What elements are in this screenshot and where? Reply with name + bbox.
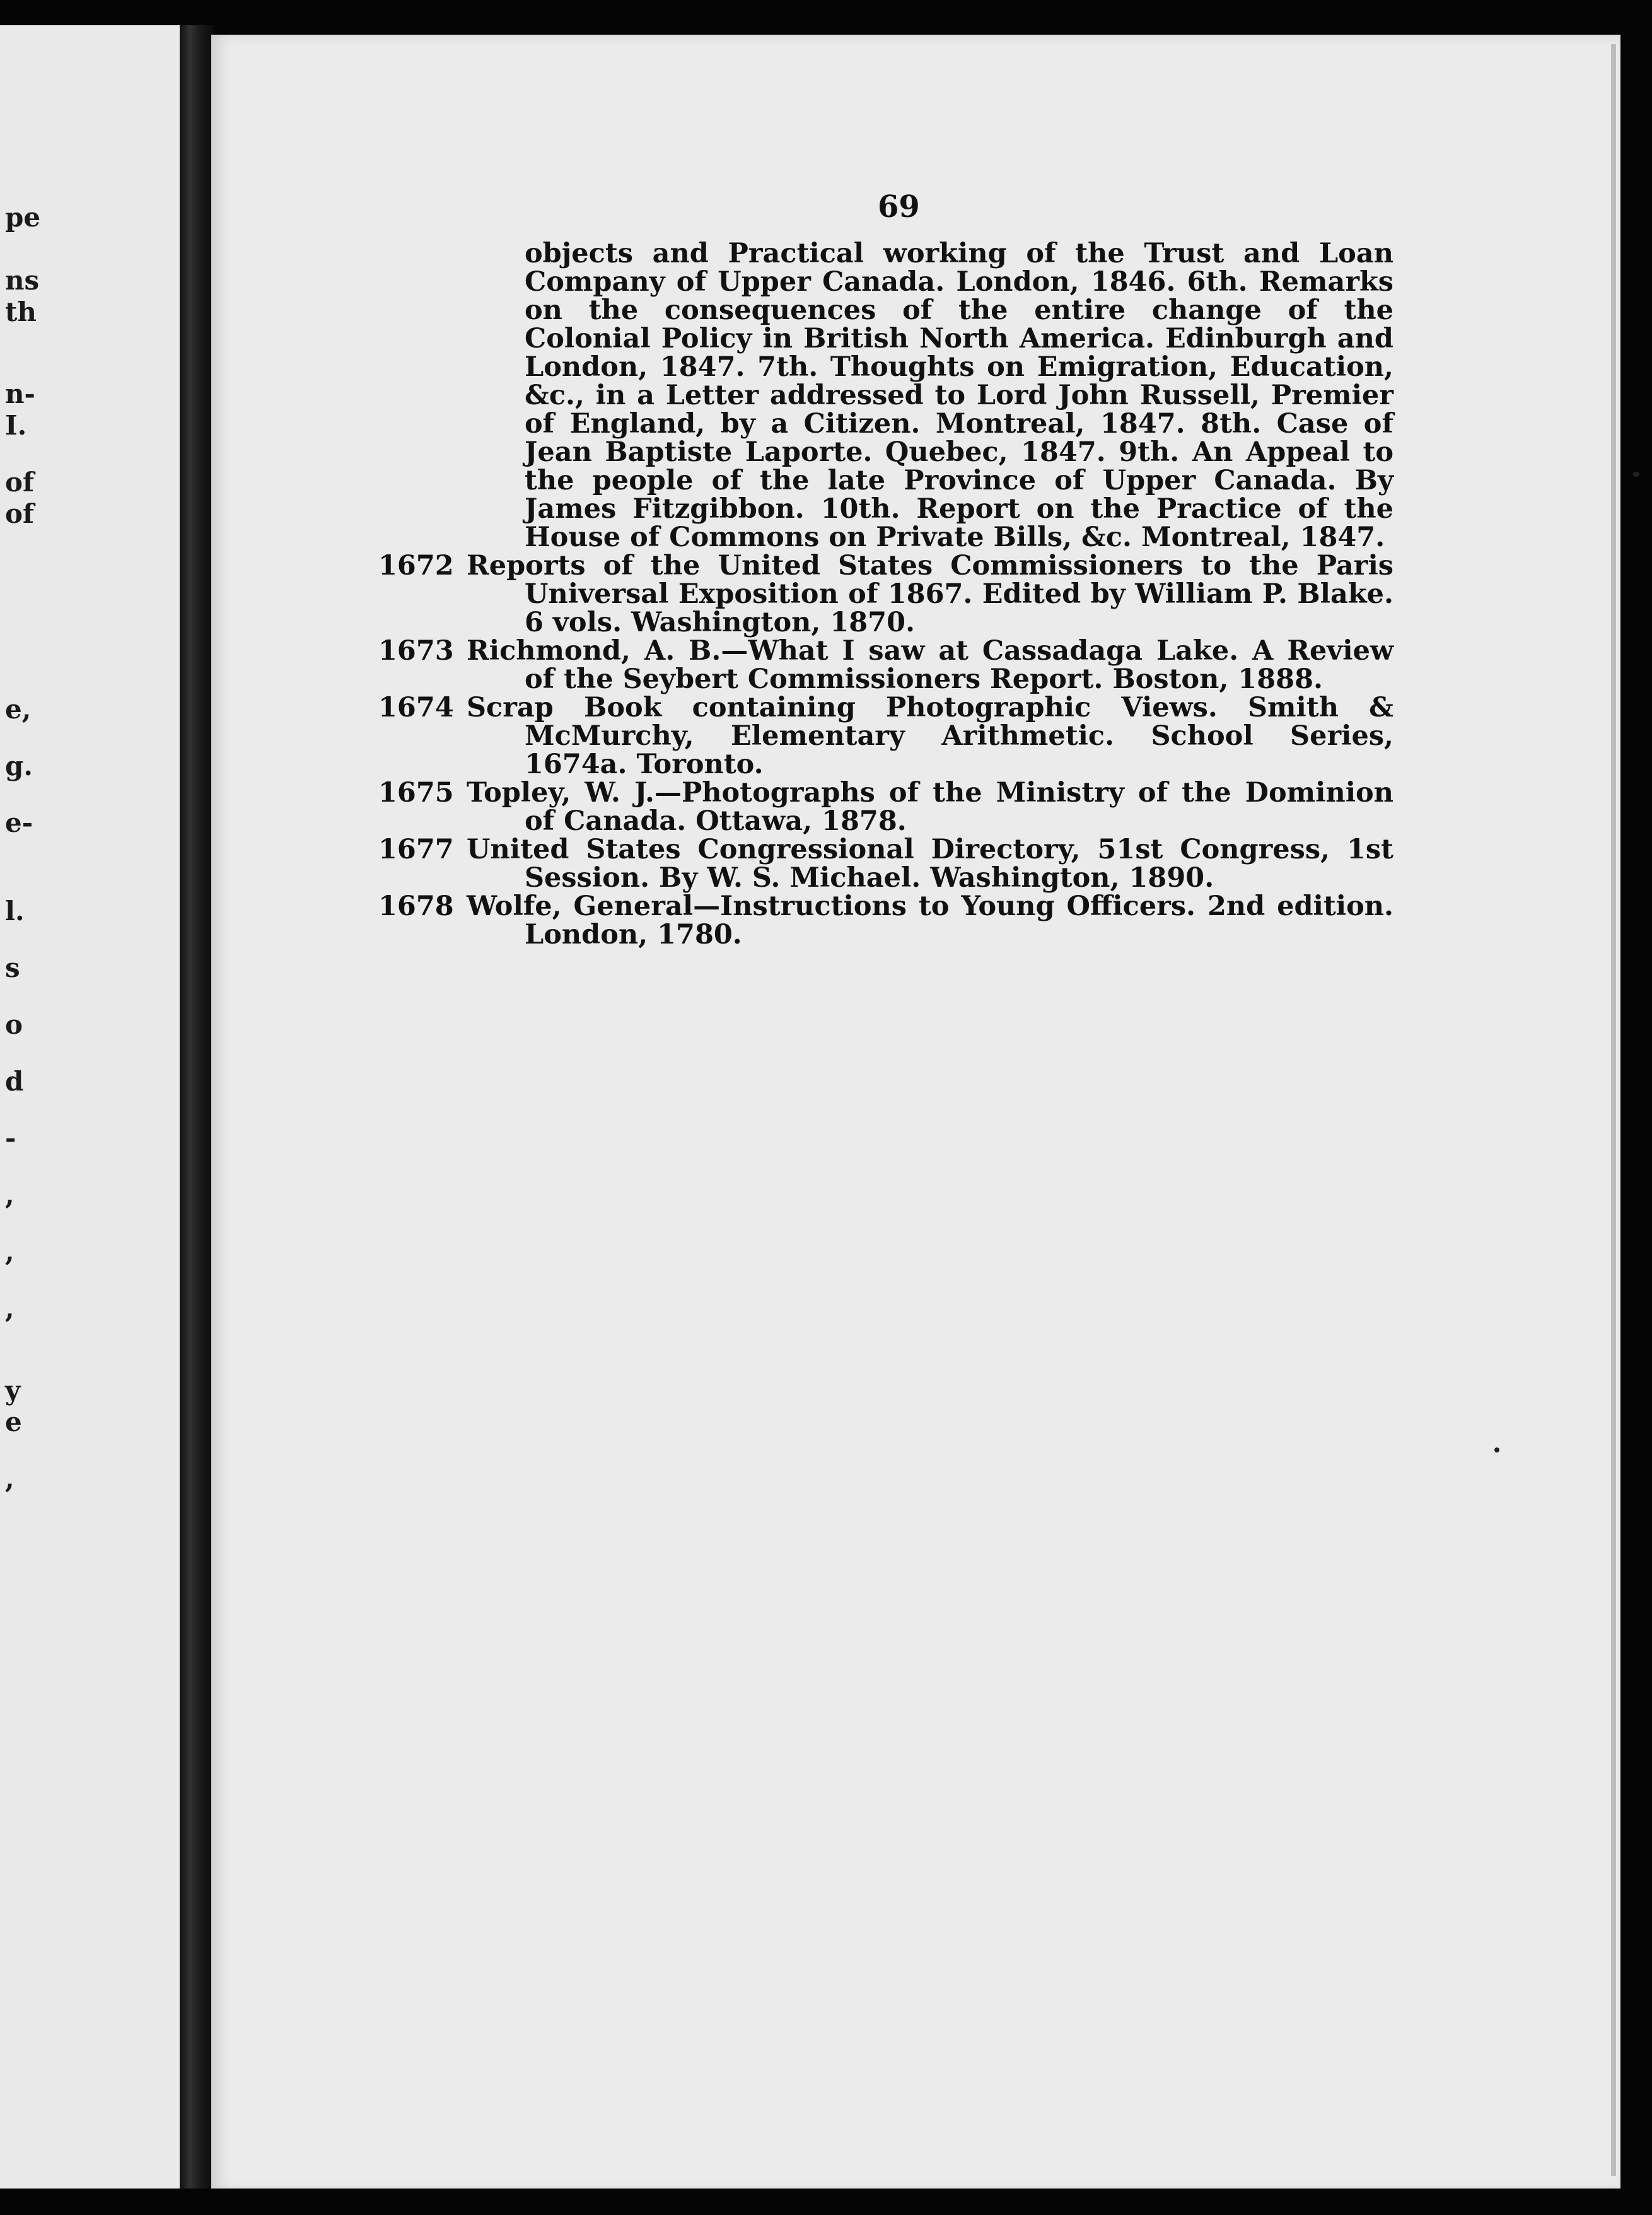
left-fragment-text: - [5, 1123, 16, 1154]
left-fragment-text: of [5, 498, 35, 529]
left-fragment-text: , [5, 1463, 15, 1494]
entry-number: 1674 [378, 692, 454, 723]
left-fragment-text: of [5, 467, 35, 498]
left-fragment-text: , [5, 1179, 15, 1210]
page-content [378, 240, 1393, 949]
entry-number: 1677 [378, 834, 454, 865]
entry-text: Richmond, A. B.—What I saw at Cassadaga Lake. A Review of the Seybert Commissioners Report. Boston, 1888. [467, 635, 1393, 695]
catalogue-entry [378, 836, 1393, 892]
continuation-paragraph: objects and Practical working of the Trust and Loan Company of Upper Canada. London, 1846. 6th. Remarks on the consequences of the entire change of the Colonial Policy in British North America. Edinburgh and London, 1847. 7th. Thoughts on Emigration, Education, &c., in a Letter addressed to Lord John Russell, Premier of England, by a Citizen. Montreal, 1847. 8th. Case of Jean Baptiste Laporte. Quebec, 1847. 9th. An Appeal to the people of the late Province of Upper Canada. By James Fitzgibbon. 10th. Report on the Practice of the House of Commons on Private Bills, &c. Montreal, 1847. [525, 238, 1393, 553]
left-page-fragment [0, 25, 182, 2195]
left-fragment-text: e, [5, 694, 32, 725]
left-fragment-text: y [5, 1375, 21, 1406]
left-fragment-text: n- [5, 378, 35, 409]
page-edge [1611, 44, 1616, 2176]
left-fragment-text: e- [5, 807, 33, 838]
entry-number: 1672 [378, 550, 454, 582]
left-fragment-text: l. [5, 896, 25, 926]
entry-text: Topley, W. J.—Photographs of the Ministry of the Dominion of Canada. Ottawa, 1878. [467, 777, 1393, 837]
entry-number: 1678 [378, 891, 454, 922]
catalogue-entries [378, 552, 1393, 949]
left-fragment-text: s [5, 952, 20, 983]
left-fragment-text: o [5, 1009, 23, 1040]
scan-speck [1633, 472, 1639, 477]
left-fragment-text: pe [5, 202, 41, 233]
left-fragment-text: d [5, 1066, 24, 1097]
catalogue-entry [378, 694, 1393, 779]
left-fragment-text: , [5, 1236, 15, 1267]
left-fragment-text: g. [5, 751, 33, 781]
left-fragment-text: ns [5, 265, 40, 296]
entry-text: Scrap Book containing Photographic Views. Smith & McMurchy, Elementary Arithmetic. School Series, 1674a. Toronto. [467, 692, 1393, 780]
page-number: 69 [878, 189, 920, 225]
catalogue-entry [378, 892, 1393, 949]
entry-number: 1675 [378, 777, 454, 809]
scan-bottom-edge [0, 2189, 1652, 2215]
catalogue-entry [378, 552, 1393, 637]
catalogue-entry [378, 637, 1393, 694]
entry-text: Wolfe, General—Instructions to Young Officers. 2nd edition. London, 1780. [467, 891, 1393, 950]
entry-text: United States Congressional Directory, 51st Congress, 1st Session. By W. S. Michael. Washington, 1890. [467, 834, 1393, 894]
left-page-text-fragments [0, 25, 180, 2195]
left-fragment-text: e [5, 1406, 22, 1437]
entry-text: Reports of the United States Commissioners to the Paris Universal Exposition of 1867. Edited by William P. Blake. 6 vols. Washington, 1870. [467, 550, 1393, 638]
left-fragment-text: I. [5, 410, 27, 441]
book-gutter [180, 25, 214, 2195]
entry-number: 1673 [378, 635, 454, 667]
left-fragment-text: th [5, 296, 37, 327]
left-fragment-text: , [5, 1293, 15, 1324]
catalogue-entry [378, 779, 1393, 836]
scan-speck [1494, 1447, 1499, 1452]
